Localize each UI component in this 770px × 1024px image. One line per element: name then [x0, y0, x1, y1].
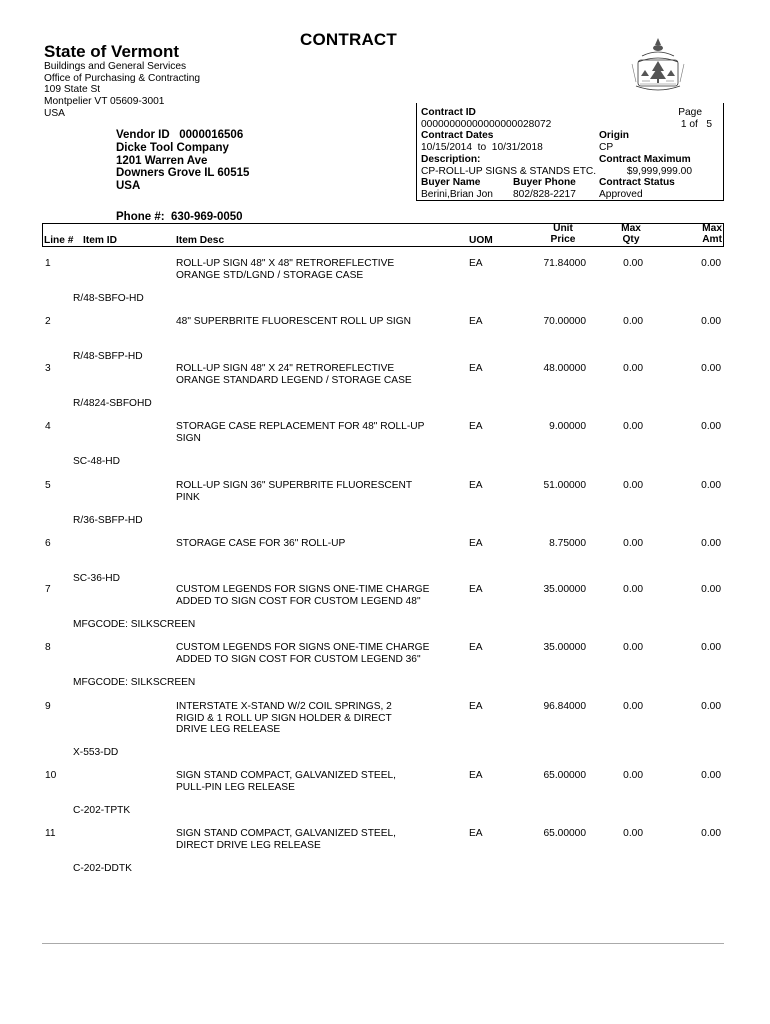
item-description	[176, 258, 446, 281]
contract-dates-value: 10/15/2014 to 10/31/2018	[421, 142, 543, 153]
vendor-city: Downers Grove IL 60515	[116, 167, 250, 180]
contract-id-value: 00000000000000000028072	[421, 119, 552, 130]
contract-dates-label: Contract Dates	[421, 130, 494, 141]
address-line: Office of Purchasing & Contracting	[44, 72, 201, 84]
contract-maximum-value: $9,999,999.00	[626, 166, 692, 177]
line-number: 10	[45, 770, 57, 781]
vendor-street: 1201 Warren Ave	[116, 154, 208, 167]
item-max-qty: 0.00	[623, 538, 643, 549]
col-max-amt-line1: Max	[702, 223, 722, 234]
item-max-amt: 0.00	[701, 701, 721, 712]
contract-maximum-label: Contract Maximum	[599, 154, 691, 165]
description-label: Description:	[421, 154, 481, 165]
buyer-phone-value: 802/828-2217	[513, 189, 576, 200]
item-unit-price: 51.00000	[543, 480, 586, 491]
issuer-address	[44, 61, 200, 120]
line-number: 4	[45, 421, 51, 432]
address-line: 109 State St	[44, 84, 101, 96]
origin-value: CP	[599, 142, 614, 153]
item-unit-price: 65.00000	[543, 770, 586, 781]
document-title: CONTRACT	[300, 30, 397, 49]
address-line: Montpelier VT 05609-3001	[44, 96, 165, 108]
buyer-name-value: Berini,Brian Jon	[421, 189, 493, 200]
item-description-line: DIRECT DRIVE LEG RELEASE	[176, 839, 321, 851]
page-value: 1 of 5	[680, 119, 712, 130]
item-description-line: ORANGE STD/LGND / STORAGE CASE	[176, 269, 364, 281]
item-description	[176, 316, 446, 328]
item-id: C-202-DDTK	[73, 863, 132, 874]
line-number: 3	[45, 363, 51, 374]
col-unit-price-line2: Price	[550, 234, 576, 246]
page-label: Page	[678, 107, 702, 118]
item-description-line: ROLL-UP SIGN 48" X 24" RETROREFLECTIVE	[176, 363, 395, 374]
line-number: 1	[45, 258, 51, 269]
item-max-qty: 0.00	[623, 480, 643, 491]
item-description-line: CUSTOM LEGENDS FOR SIGNS ONE-TIME CHARGE	[176, 584, 430, 595]
item-max-amt: 0.00	[701, 363, 721, 374]
col-unit-price	[548, 223, 578, 245]
item-id: R/36-SBFP-HD	[73, 515, 143, 526]
item-id: X-553-DD	[73, 747, 119, 758]
item-unit-price: 71.84000	[543, 258, 586, 269]
vendor-phone: Phone #: 630-969-0050	[116, 211, 243, 223]
item-uom: EA	[469, 642, 483, 653]
item-max-amt: 0.00	[701, 421, 721, 432]
item-description	[176, 828, 446, 851]
issuer-state-name: State of Vermont	[44, 42, 180, 61]
item-uom: EA	[469, 363, 483, 374]
item-description	[176, 480, 446, 503]
item-unit-price: 48.00000	[543, 363, 586, 374]
item-max-qty: 0.00	[623, 363, 643, 374]
item-description-line: CUSTOM LEGENDS FOR SIGNS ONE-TIME CHARGE	[176, 642, 430, 653]
item-max-qty: 0.00	[623, 770, 643, 781]
description-value: CP-ROLL-UP SIGNS & STANDS ETC.	[421, 166, 597, 177]
col-item-id: Item ID	[83, 235, 117, 246]
line-number: 5	[45, 480, 51, 491]
header-rule-bottom	[42, 246, 724, 247]
item-uom: EA	[469, 701, 483, 712]
item-max-qty: 0.00	[623, 584, 643, 595]
col-max-amt-line2: Amt	[702, 234, 722, 246]
item-max-amt: 0.00	[701, 258, 721, 269]
address-line: USA	[44, 107, 65, 119]
item-id: R/4824-SBFOHD	[73, 398, 152, 409]
item-max-qty: 0.00	[623, 642, 643, 653]
vendor-country: USA	[116, 180, 141, 193]
item-description-line: ADDED TO SIGN COST FOR CUSTOM LEGEND 36"	[176, 653, 421, 665]
item-description-line: SIGN STAND COMPACT, GALVANIZED STEEL,	[176, 828, 397, 839]
item-max-qty: 0.00	[623, 828, 643, 839]
item-unit-price: 65.00000	[543, 828, 586, 839]
item-description-line: RIGID & 1 ROLL UP SIGN HOLDER & DIRECT	[176, 712, 392, 724]
col-max-qty-line1: Max	[621, 223, 641, 234]
contract-info	[416, 105, 724, 200]
line-number: 11	[45, 828, 56, 839]
item-uom: EA	[469, 480, 483, 491]
item-uom: EA	[469, 538, 483, 549]
item-max-qty: 0.00	[623, 316, 643, 327]
item-max-qty: 0.00	[623, 421, 643, 432]
buyer-phone-label: Buyer Phone	[513, 177, 576, 188]
item-description-line: SIGN STAND COMPACT, GALVANIZED STEEL,	[176, 770, 397, 781]
footer-rule	[42, 943, 724, 944]
item-id: SC-48-HD	[73, 456, 120, 467]
item-unit-price: 96.84000	[543, 701, 586, 712]
item-max-amt: 0.00	[701, 538, 721, 549]
item-description-line: ADDED TO SIGN COST FOR CUSTOM LEGEND 48"	[176, 595, 421, 607]
contract-id-label: Contract ID	[421, 107, 476, 118]
item-description-line: DRIVE LEG RELEASE	[176, 724, 281, 736]
item-description	[176, 421, 446, 444]
contract-status-value: Approved	[599, 189, 643, 200]
item-description-line: ORANGE STANDARD LEGEND / STORAGE CASE	[176, 374, 412, 386]
origin-label: Origin	[599, 130, 629, 141]
item-max-amt: 0.00	[701, 480, 721, 491]
item-uom: EA	[469, 258, 483, 269]
item-unit-price: 35.00000	[543, 642, 586, 653]
col-max-qty	[616, 223, 646, 245]
item-description	[176, 584, 446, 607]
col-line: Line #	[44, 235, 74, 246]
item-description-line: STORAGE CASE FOR 36" ROLL-UP	[176, 538, 346, 549]
col-unit-price-line1: Unit	[553, 223, 573, 234]
item-max-qty: 0.00	[623, 258, 643, 269]
item-id: R/48-SBFP-HD	[73, 351, 143, 362]
item-id: C-202-TPTK	[73, 805, 131, 816]
item-description-line: PINK	[176, 491, 200, 503]
item-max-amt: 0.00	[701, 828, 721, 839]
state-seal-icon	[628, 34, 688, 96]
col-uom: UOM	[469, 235, 493, 246]
contract-status-label: Contract Status	[599, 177, 675, 188]
item-uom: EA	[469, 584, 483, 595]
item-uom: EA	[469, 828, 483, 839]
header-rule-left	[42, 223, 43, 247]
item-description	[176, 642, 446, 665]
item-max-amt: 0.00	[701, 770, 721, 781]
buyer-name-label: Buyer Name	[421, 177, 481, 188]
line-number: 8	[45, 642, 51, 653]
col-max-qty-line2: Qty	[622, 234, 640, 246]
item-description-line: STORAGE CASE REPLACEMENT FOR 48" ROLL-UP	[176, 421, 425, 432]
item-uom: EA	[469, 770, 483, 781]
item-unit-price: 8.75000	[549, 538, 586, 549]
item-max-amt: 0.00	[701, 642, 721, 653]
item-id: SC-36-HD	[73, 573, 120, 584]
item-unit-price: 9.00000	[549, 421, 586, 432]
vendor-id: Vendor ID 0000016506	[116, 129, 244, 141]
item-max-amt: 0.00	[701, 316, 721, 327]
item-id: R/48-SBFO-HD	[73, 293, 144, 304]
address-line: Buildings and General Services	[44, 61, 187, 72]
col-item-desc: Item Desc	[176, 235, 225, 246]
line-number: 6	[45, 538, 51, 549]
item-description-line: PULL-PIN LEG RELEASE	[176, 781, 295, 793]
vendor-name: Dicke Tool Company	[116, 141, 229, 154]
item-description-line: SIGN	[176, 432, 201, 444]
item-description-line: ROLL-UP SIGN 36" SUPERBRITE FLUORESCENT	[176, 480, 413, 491]
item-description-line: INTERSTATE X-STAND W/2 COIL SPRINGS, 2	[176, 701, 392, 712]
item-max-qty: 0.00	[623, 701, 643, 712]
item-max-amt: 0.00	[701, 584, 721, 595]
vendor-block	[116, 129, 249, 193]
line-number: 7	[45, 584, 51, 595]
item-description	[176, 538, 446, 550]
col-max-amt	[690, 223, 722, 245]
item-uom: EA	[469, 316, 483, 327]
item-description	[176, 770, 446, 793]
item-description-line: ROLL-UP SIGN 48" X 48" RETROREFLECTIVE	[176, 258, 395, 269]
line-number: 9	[45, 701, 51, 712]
item-id: MFGCODE: SILKSCREEN	[73, 619, 196, 630]
item-description	[176, 701, 446, 736]
line-number: 2	[45, 316, 51, 327]
item-unit-price: 35.00000	[543, 584, 586, 595]
item-id: MFGCODE: SILKSCREEN	[73, 677, 196, 688]
item-description-line: 48" SUPERBRITE FLUORESCENT ROLL UP SIGN	[176, 316, 411, 327]
item-description	[176, 363, 446, 386]
header-rule-right	[723, 223, 724, 247]
item-unit-price: 70.00000	[543, 316, 586, 327]
item-uom: EA	[469, 421, 483, 432]
